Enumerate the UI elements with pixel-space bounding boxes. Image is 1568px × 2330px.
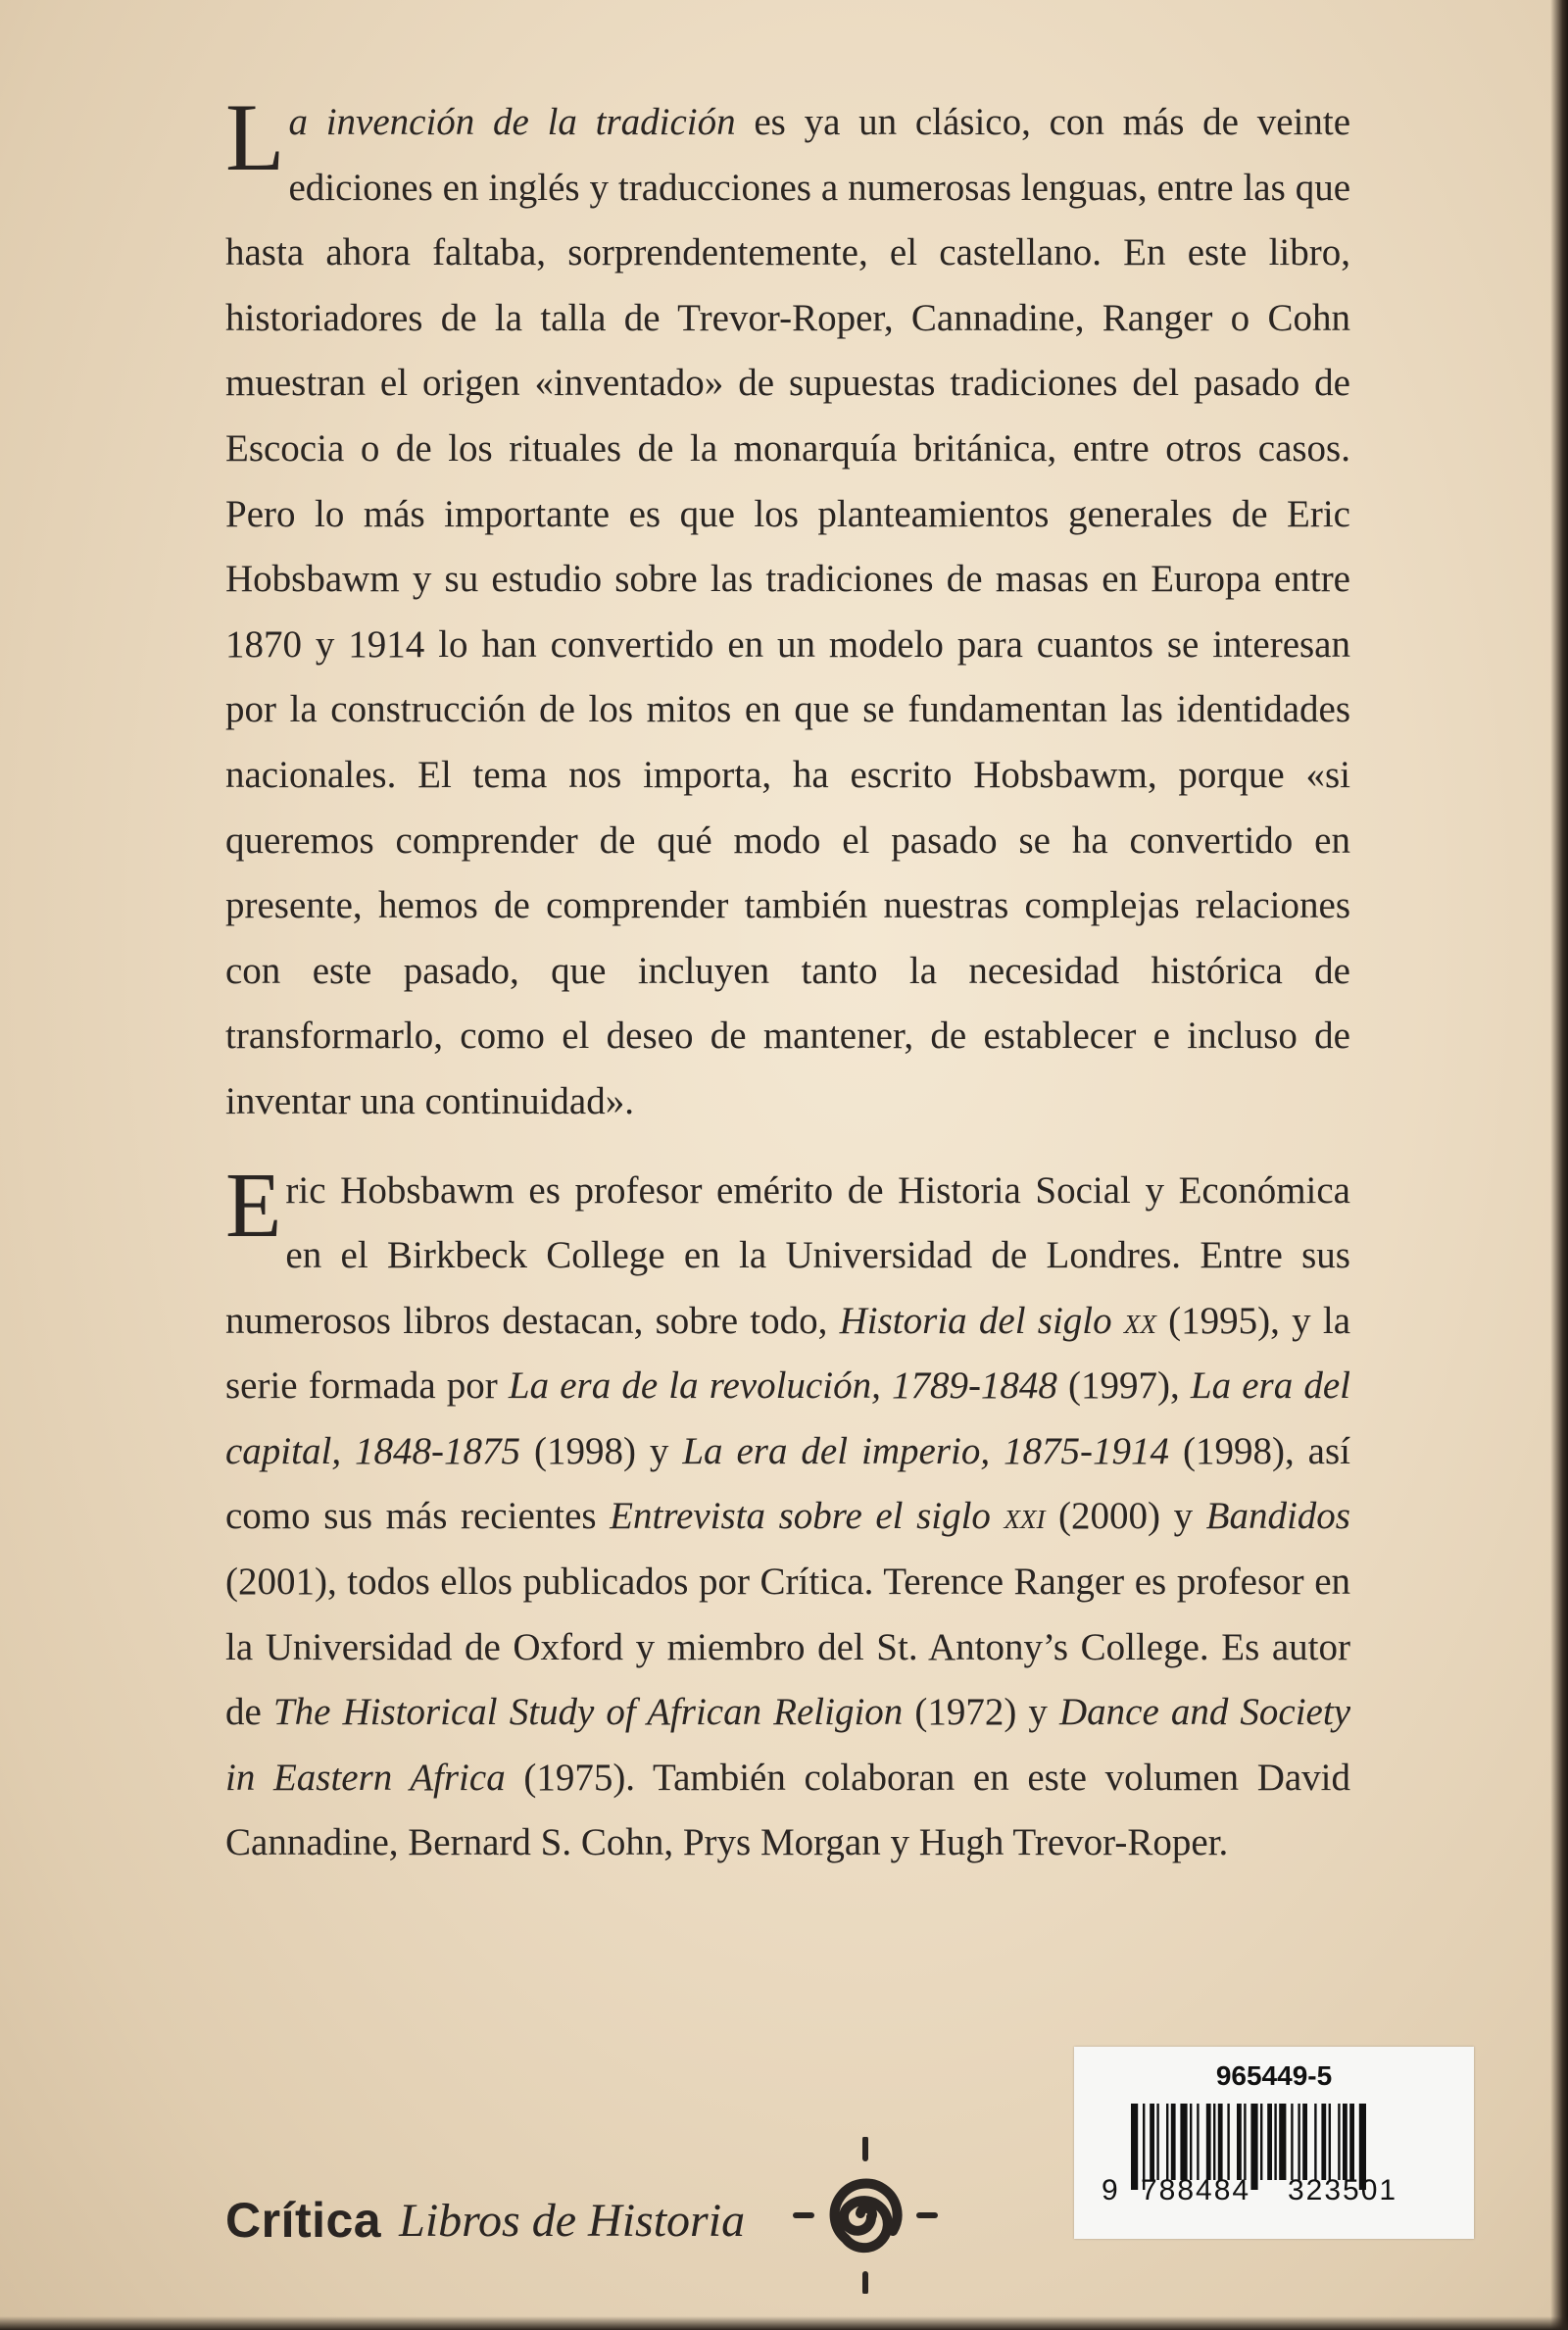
publisher-name: Crítica	[225, 2193, 382, 2248]
publisher-footer	[225, 2186, 745, 2255]
author-bio-text: (1975). También colaboran en este volumen David Cannadine, Bernard S. Cohn, Prys Morgan y Hugh Trevor-Roper.	[225, 1756, 1350, 1864]
page-edge-shadow	[1550, 0, 1568, 2330]
title-era-imperio: La era del imperio, 1875-1914	[682, 1429, 1170, 1472]
author-bio-text: (1998), así como sus más recientes	[225, 1429, 1350, 1538]
blurb-text	[225, 84, 1351, 1876]
drop-cap-e: E	[225, 1154, 282, 1257]
series-name: Libros de Historia	[399, 2194, 746, 2247]
spiral-logo-icon	[782, 2137, 949, 2294]
title-bandidos: Bandidos	[1205, 1495, 1350, 1538]
title-historia-siglo: Historia del siglo	[839, 1299, 1124, 1342]
paragraph-1-text: es ya un clásico, con más de veinte ediciones en inglés y traducciones a numerosas lenguas, entre las que hasta ahora faltaba, sorprendentemente, el castellano. En este libro, historiadores de la talla de Trevor-Roper, Cannadine, Ranger o Cohn muestran el origen «inventado» de supuestas tradiciones del pasado de Escocia o de los rituales de la monarquía británica, entre otros casos. Pero lo más importante es que los planteamientos generales de Eric Hobsbawm y su estudio sobre las tradiciones de masas en Europa entre 1870 y 1914 lo han convertido en un modelo para cuantos se interesan por la construcción de los mitos en que se fundamentan las identidades nacionales. El tema nos importa, ha escrito Hobsbawm, porque «si queremos comprender de qué modo el pasado se ha convertido en presente, hemos de comprender también nuestras complejas relaciones con este pasado, que incluyen tanto la necesidad histórica de transformarlo, como el deseo de mantener, de establecer e incluso de inventar una continuidad».	[225, 101, 1351, 1122]
ean-first-digit: 9	[1102, 2174, 1120, 2206]
title-era-revolucion: La era de la revolución, 1789-1848	[508, 1364, 1057, 1408]
blurb-paragraph-1	[225, 84, 1351, 1135]
author-bio-text: (2000) y	[1045, 1495, 1206, 1538]
author-bio-text: ric Hobsbawm es profesor emérito de Historia Social y Económica en el Birkbeck College en la Universidad de Londres. Entre sus numerosos libros destacan, sobre todo,	[225, 1168, 1350, 1342]
author-bio-text: (1998) y	[520, 1429, 683, 1472]
ean-right-group: 323501	[1288, 2174, 1398, 2206]
century-numeral: xx	[1123, 1299, 1156, 1342]
author-bio-text: (1995), y la serie formada por	[225, 1299, 1350, 1408]
title-entrevista: Entrevista sobre el siglo	[610, 1495, 1004, 1538]
ean-left-group: 788484	[1141, 2174, 1251, 2206]
sticker-code: 965449-5	[1215, 2060, 1333, 2091]
book-title: a invención de la tradición	[288, 101, 736, 143]
drop-cap-l: L	[225, 84, 285, 191]
title-historical-study: The Historical Study of African Religion	[272, 1691, 904, 1734]
author-bio-text: (1972) y	[903, 1691, 1059, 1734]
blurb-paragraph-2	[225, 1154, 1351, 1877]
author-bio-text: (2001), todos ellos publicados por Crítica. Terence Ranger es profesor en la Universidad de Oxford y miembro del St. Antony’s College. Es autor de	[225, 1561, 1350, 1734]
title-era-capital: La era del capital, 1848-1875	[225, 1364, 1350, 1472]
century-numeral: xxi	[1004, 1495, 1046, 1538]
title-dance-society: Dance and Society in Eastern Africa	[225, 1691, 1351, 1799]
author-bio-text: (1997),	[1056, 1364, 1191, 1408]
page-edge-shadow-bottom	[0, 2316, 1568, 2330]
barcode-sticker	[1074, 2047, 1474, 2239]
